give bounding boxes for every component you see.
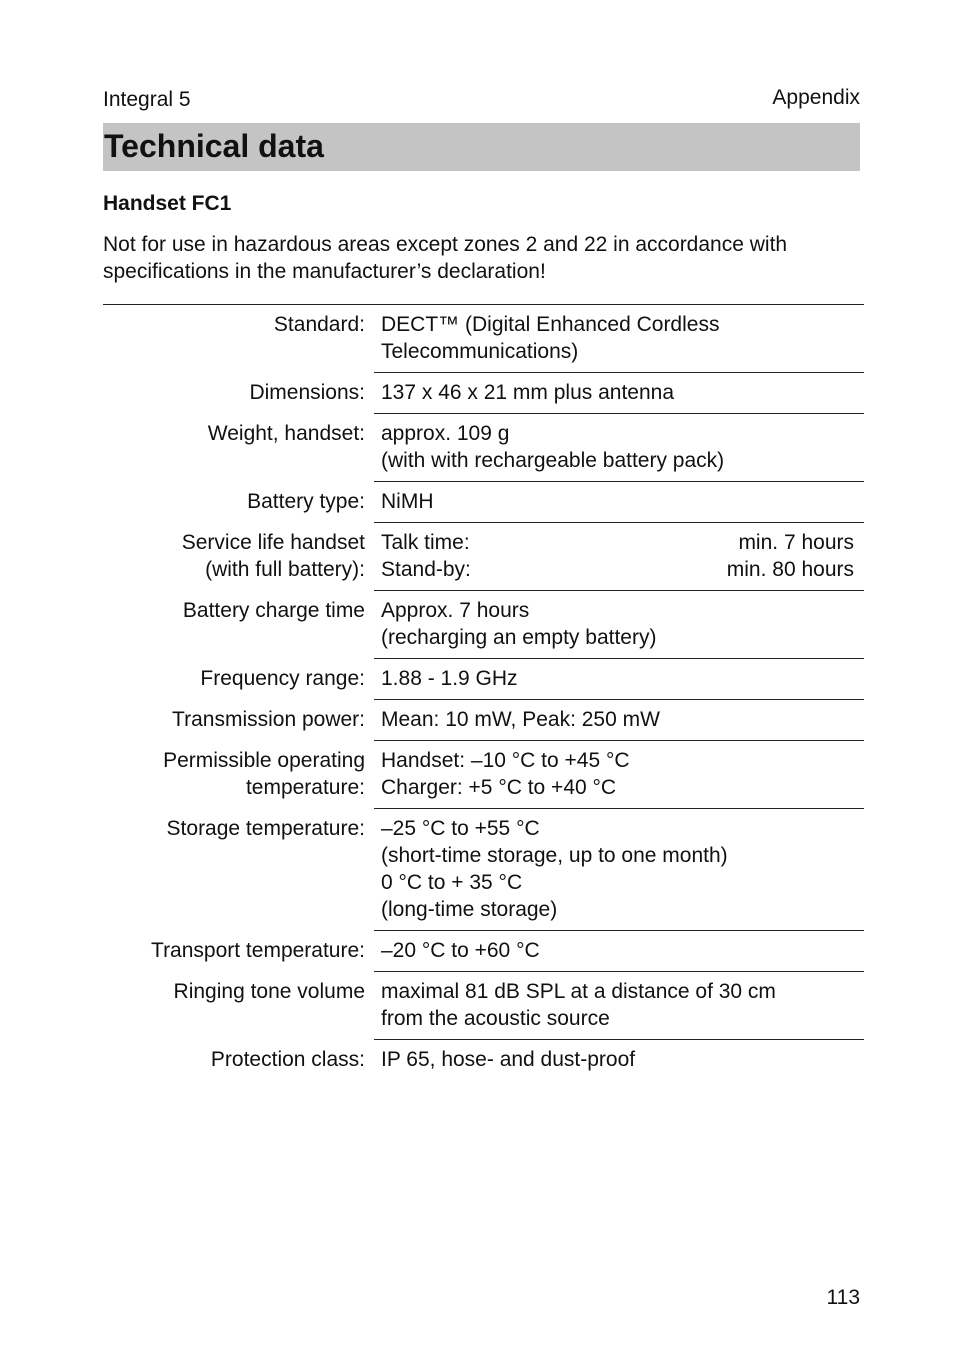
spec-label-line: Protection class:	[210, 1048, 365, 1071]
spec-label	[103, 305, 374, 373]
spec-label	[103, 972, 374, 1040]
spec-value	[374, 700, 864, 741]
spec-label-line: Battery type:	[247, 490, 365, 513]
spec-value-line: 0 °C to + 35 °C	[381, 871, 523, 894]
spec-label-line: temperature:	[245, 776, 365, 799]
spec-label	[103, 741, 374, 809]
spec-value-line	[381, 556, 854, 583]
spec-row	[103, 741, 864, 809]
spec-label-line: Permissible operating	[163, 749, 365, 772]
title-bar	[103, 123, 860, 171]
spec-value-line: (with with rechargeable battery pack)	[381, 449, 725, 472]
spec-value	[374, 591, 864, 659]
spec-value	[374, 931, 864, 972]
spec-value-line: (short-time storage, up to one month)	[381, 844, 728, 867]
spec-row	[103, 659, 864, 700]
section-heading: Handset FC1	[103, 192, 232, 215]
spec-table	[103, 304, 864, 1080]
spec-label	[103, 523, 374, 591]
spec-value	[374, 414, 864, 482]
spec-label	[103, 591, 374, 659]
spec-value-line: DECT™ (Digital Enhanced Cordless	[381, 313, 720, 336]
spec-label-line: Battery charge time	[182, 599, 365, 622]
spec-row	[103, 931, 864, 972]
intro-paragraph: Not for use in hazardous areas except zones 2 and 22 in accordance with specifications in the manufacturer’s declaration!	[103, 233, 788, 283]
spec-label-line: Transport temperature:	[151, 939, 365, 962]
spec-row	[103, 523, 864, 591]
page-title: Technical data	[104, 128, 324, 164]
spec-label	[103, 659, 374, 700]
page-number: 113	[826, 1286, 860, 1309]
spec-row	[103, 482, 864, 523]
spec-row	[103, 373, 864, 414]
spec-label-line: Storage temperature:	[166, 817, 365, 840]
spec-value-line: 1.88 - 1.9 GHz	[381, 667, 518, 690]
spec-value-amount: min. 7 hours	[738, 531, 854, 554]
spec-label	[103, 482, 374, 523]
spec-label-line: Standard:	[273, 313, 365, 336]
spec-value-line: Telecommunications)	[381, 340, 579, 363]
spec-label-line: (with full battery):	[205, 558, 365, 581]
spec-value	[374, 741, 864, 809]
spec-row	[103, 414, 864, 482]
spec-value	[374, 373, 864, 414]
spec-row	[103, 1040, 864, 1081]
spec-value-line: NiMH	[381, 490, 434, 513]
spec-value-line: (recharging an empty battery)	[381, 626, 657, 649]
spec-value-line: from the acoustic source	[381, 1007, 610, 1030]
spec-label-line: Ringing tone volume	[173, 980, 365, 1003]
spec-label-line: Service life handset	[181, 531, 365, 554]
spec-value-line	[381, 529, 854, 556]
spec-value	[374, 305, 864, 373]
spec-label	[103, 809, 374, 931]
spec-value-line: IP 65, hose- and dust-proof	[381, 1048, 636, 1071]
spec-label	[103, 414, 374, 482]
spec-value-line: –20 °C to +60 °C	[381, 939, 540, 962]
spec-label-line: Weight, handset:	[207, 422, 365, 445]
spec-value-line: Approx. 7 hours	[381, 599, 530, 622]
spec-row	[103, 809, 864, 931]
spec-value	[374, 809, 864, 931]
spec-label-line: Frequency range:	[200, 667, 365, 690]
spec-label	[103, 931, 374, 972]
spec-value-line: –25 °C to +55 °C	[381, 817, 540, 840]
spec-label	[103, 700, 374, 741]
spec-row	[103, 972, 864, 1040]
spec-value-line: (long-time storage)	[381, 898, 558, 921]
spec-value-key: Stand-by:	[381, 558, 471, 581]
spec-value-line: 137 x 46 x 21 mm plus antenna	[381, 381, 675, 404]
spec-value-line: Charger: +5 °C to +40 °C	[381, 776, 617, 799]
spec-value	[374, 523, 864, 591]
spec-row	[103, 591, 864, 659]
running-header-right: Appendix	[772, 86, 860, 109]
spec-value	[374, 482, 864, 523]
spec-label	[103, 1040, 374, 1081]
spec-row	[103, 700, 864, 741]
spec-value-line: Handset: –10 °C to +45 °C	[381, 749, 630, 772]
spec-value	[374, 1040, 864, 1081]
spec-value	[374, 972, 864, 1040]
spec-row	[103, 305, 864, 373]
spec-value-key: Talk time:	[381, 531, 470, 554]
spec-label-line: Transmission power:	[172, 708, 365, 731]
spec-value-line: Mean: 10 mW, Peak: 250 mW	[381, 708, 660, 731]
spec-value-line: maximal 81 dB SPL at a distance of 30 cm	[381, 980, 776, 1003]
spec-label-line: Dimensions:	[249, 381, 365, 404]
spec-value-amount: min. 80 hours	[726, 558, 854, 581]
spec-value-line: approx. 109 g	[381, 422, 510, 445]
running-header-left: Integral 5	[103, 88, 191, 111]
spec-label	[103, 373, 374, 414]
spec-value	[374, 659, 864, 700]
